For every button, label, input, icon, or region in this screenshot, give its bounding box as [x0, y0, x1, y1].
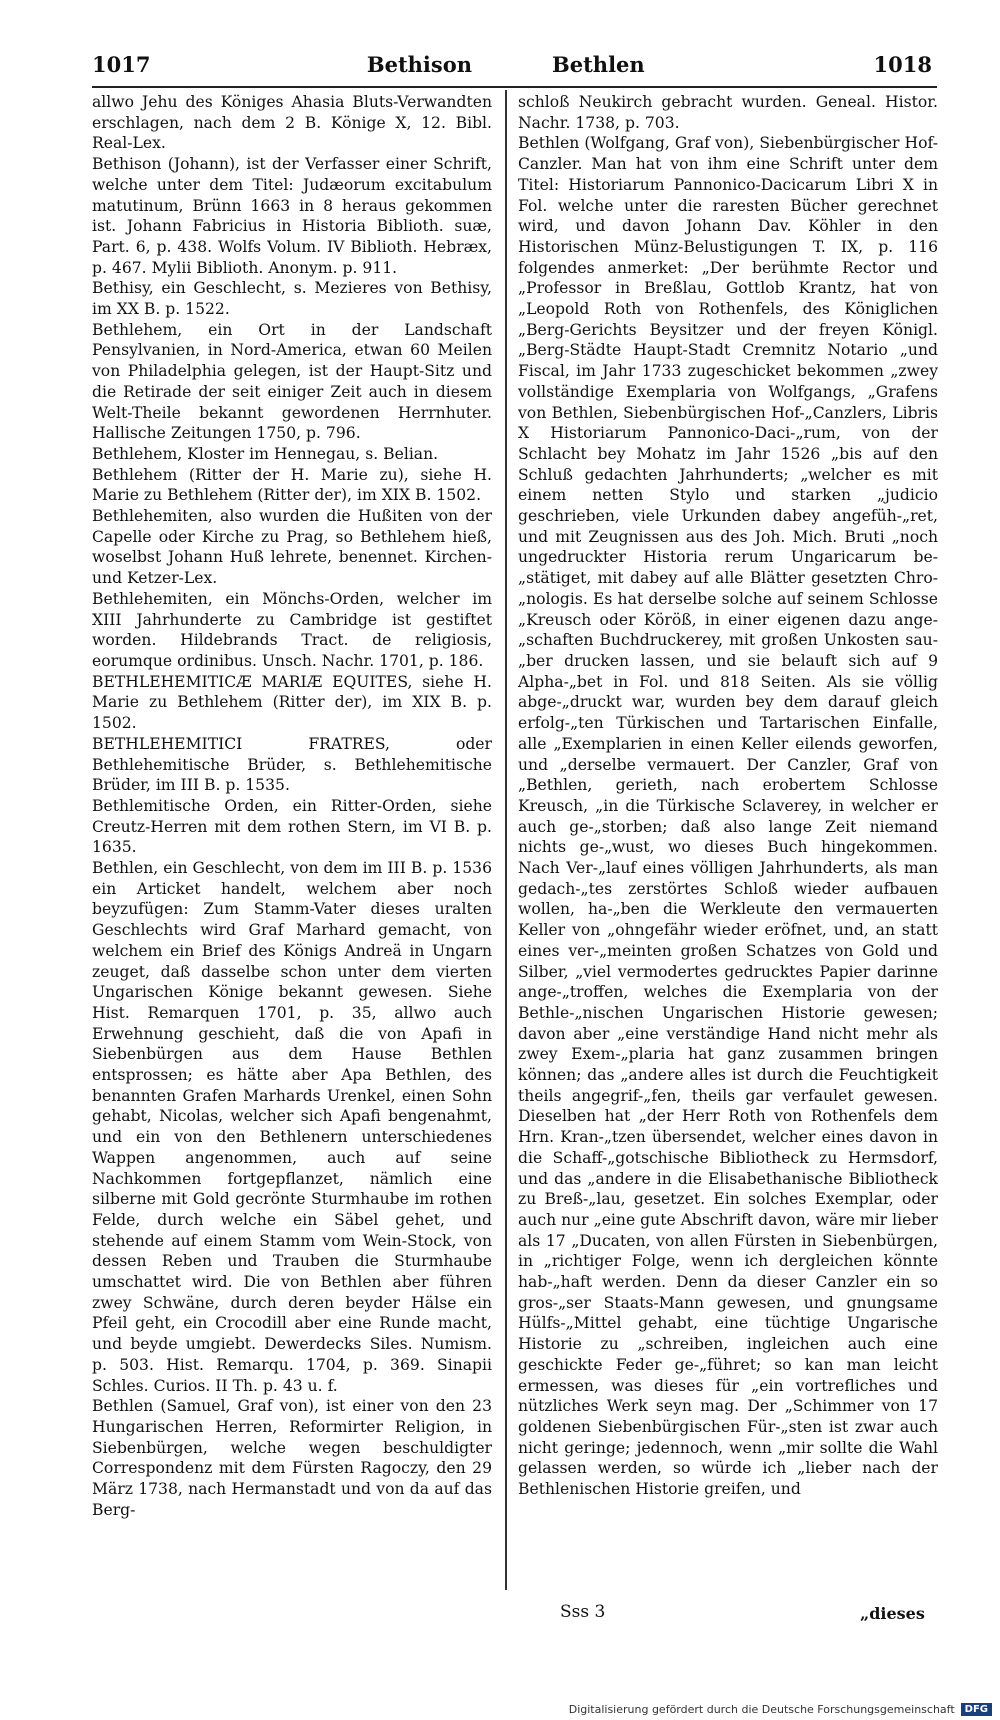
catchword: „dieses	[860, 1604, 925, 1623]
entry-paragraph: Bethison (Johann), ist der Verfasser einer Schrift, welche unter dem Titel: Judæorum excitabulum matutinum, Brünn 1663 in 8 heraus gekommen ist. Johann Fabricius in Historia Biblioth. suæ, Part. 6, p. 438. Wolfs Volum. IV Biblioth. Hebræx, p. 467. Mylii Biblioth. Anonym. p. 911.	[92, 155, 492, 277]
entry-paragraph: Bethlen, ein Geschlecht, von dem im III B. p. 1536 ein Articket handelt, welchem aber noch beyzufügen: Zum Stamm-Vater dieses uralten Geschlechts wird Graf Marhard gemacht, von welchem ein Brief des Königs Andreä in Ungarn zeuget, daß dasselbe schon unter dem vierten Ungarischen Könige bekannt gewesen. Siehe Hist. Remarquen 1701, p. 35, allwo auch Erwehnung geschieht, daß die von Apafi in Siebenbürgen aus dem Hause Bethlen entsprossen; es hätte aber Apa Bethlen, des benannten Grafen Marhards Urenkel, einen Sohn gehabt, Nicolas, welcher sich Apafi bengenahmt, und ein von den Bethlenern unterschiedenes Wappen angenommen, auch auf seine Nachkommen fortgepflanzet, nämlich eine silberne mit Gold gecrönte Sturmhaube im rothen Felde, durch welche ein Säbel gehet, und stehende auf einem Stamm vom Wein-Stock, von dessen Reben und Trauben die Sturmhaube umschattet wird. Die von Bethlen aber führen zwey Schwäne, durch deren beyder Hälse ein Pfeil geht, ein Crocodill aber eine Runde macht, und beyde umgiebt. Dewerdecks Siles. Numism. p. 503. Hist. Remarqu. 1704, p. 369. Sinapii Schles. Curios. II Th. p. 43 u. f.	[92, 859, 492, 1395]
signature-mark: Sss 3	[560, 1602, 606, 1622]
left-header	[92, 52, 512, 77]
entry-paragraph: BETHLEHEMITICI FRATRES, oder Bethlehemitische Brüder, s. Bethlehemitische Brüder, im III B. p. 1535.	[92, 734, 492, 795]
entry-paragraph: Bethlen (Wolfgang, Graf von), Siebenbürgischer Hof-Canzler. Man hat von ihm eine Schrift unter dem Titel: Historiarum Pannonico-Dacicarum Libri X in Fol. welche unter die raresten Bücher gerechnet wird, und davon Johann Dav. Köhler in den Historischen Münz-Belustigungen T. IX, p. 116 folgendes anmerket: „Der berühmte Rector und „Professor in Breßlau, Gottlob Krantz, hat von „Leopold Roth von Rothenfels, des Königlichen „Berg-Gerichts Beysitzer und der freyen Königl. „Berg-Städte Haupt-Stadt Cremnitz Notario „und Fiscal, im Jahr 1733 zugeschicket bekommen „zwey vollständige Exemplaria von Wolfgangs, „Grafens von Bethlen, Siebenbürgischen Hof-„Canzlers, Libris X Historiarum Pannonico-Daci-„rum, von der Schlacht bey Mohatz im Jahr 1526 „bis auf den Schluß gedachten Jahrhunderts; „welcher es mit einem netten Stylo und starken „judicio geschrieben, viele Urkunden dabey angefüh-„ret, und mit Zeugnissen aus des Joh. Mich. Bruti „noch ungedruckter Historia rerum Ungaricarum be-„stätiget, mit dabey auf alle Blätter gesetzten Chro-„nologis. Es hat derselbe solche auf seinem Schlosse „Kreusch oder Köröß, in einer eigenen dazu ange-„schaften Buchdruckerey, mit großen Unkosten sau-„ber drucken lassen, und sie belauft sich auf 9 Alpha-„bet in Fol. und 818 Seiten. Als sie völlig abge-„druckt war, wurden bey dem darauf gleich erfolg-„ten Türkischen und Tartarischen Einfalle, alle „Exemplarien in einen Keller eilends geworfen, und „derselbe vermauert. Der Canzler, Graf von „Bethlen, gerieth, nach erobertem Schlosse Kreusch, „in die Türkische Sclaverey, in welcher er auch ge-„storben; daß also lange Zeit niemand nichts ge-„wust, wo dieses Buch hingekommen. Nach Ver-„lauf eines völligen Jahrhunderts, als man gedach-„tes zerstörtes Schloß wieder aufbauen wollen, ha-„ben die Werkleute den vermauerten Keller von „ohngefähr wieder eröfnet, und, an statt eines ver-„meinten großen Schatzes von Gold und Silber, „viel vermodertes gedrucktes Papier darinne ange-„troffen, welches die Exemplaria von der Bethle-„nischen Ungarischen Historie gewesen; davon aber „eine verständige Hand nicht mehr als zwey Exem-„plaria hat ganz zusammen bringen können; das „andere alles ist durch die Feuchtigkeit theils angegrif-„fen, theils gar verfaulet gewesen. Dieselben hat „der Herr Roth von Rothenfels dem Hrn. Kran-„tzen übersendet, welcher eines davon in die Schaff-„gotschische Bibliotheck zu Hermsdorf, und das „andere in die Elisabethanische Bibliotheck zu Breß-„lau, gesetzet. Ein solches Exemplar, oder auch nur „eine gute Abschrift davon, wäre mir lieber als 17 „Ducaten, von allen Fürsten in Siebenbürgen, in „richtiger Folge, wenn ich dergleichen könnte hab-„haft werden. Denn da dieser Canzler ein so gros-„ser Staats-Mann gewesen, und gnungsame Hülfs-„Mittel gehabt, eine tüchtige Ungarische Historie zu „schreiben, ingleichen auch eine geschickte Feder ge-„führet; so kan man leicht ermessen, was dieses für „ein vortrefliches und nützliches Werk seyn mag. Der „Schimmer von 17 goldenen Siebenbürgischen Für-„sten ist zwar auch nicht geringe; jedennoch, wenn „mir sollte die Wahl gelassen werden, so würde ich „lieber nach der Bethlenischen Historie greifen, und	[518, 134, 938, 1499]
header-rule	[92, 86, 937, 88]
right-column	[518, 92, 938, 1500]
entry-paragraph: allwo Jehu des Königes Ahasia Bluts-Verwandten erschlagen, nach dem 2 B. Könige X, 12. Bibl. Real-Lex.	[92, 93, 492, 153]
digitization-credit	[569, 1703, 992, 1716]
right-page-number: 1018	[873, 52, 932, 77]
entry-paragraph: Bethlemitische Orden, ein Ritter-Orden, siehe Creutz-Herren mit dem rothen Stern, im VI B. p. 1635.	[92, 796, 492, 857]
entry-paragraph: Bethlehemiten, also wurden die Hußiten von der Capelle oder Kirche zu Prag, so Bethlehem hieß, woselbst Johann Huß lehrete, benennet. Kirchen- und Ketzer-Lex.	[92, 507, 492, 588]
entry-paragraph: Bethlehemiten, ein Mönchs-Orden, welcher im XIII Jahrhunderte zu Cambridge ist gestiftet worden. Hildebrands Tract. de religiosis, eorumque ordinibus. Unsch. Nachr. 1701, p. 186.	[92, 589, 492, 670]
dfg-logo: DFG	[961, 1703, 992, 1716]
entry-paragraph: schloß Neukirch gebracht wurden. Geneal. Histor. Nachr. 1738, p. 703.	[518, 93, 938, 132]
left-column	[92, 92, 492, 1521]
entry-paragraph: Bethlehem, ein Ort in der Landschaft Pensylvanien, in Nord-America, etwan 60 Meilen von Philadelphia gelegen, ist der Haupt-Sitz und die Retirade der seit einiger Zeit auch in diesem Welt-Theile bekannt gewordenen Herrnhuter. Hallische Zeitungen 1750, p. 796.	[92, 320, 492, 443]
right-running-title: Bethlen	[552, 52, 645, 77]
left-running-title: Bethison	[366, 52, 472, 77]
entry-paragraph: BETHLEHEMITICÆ MARIÆ EQUITES, siehe H. Marie zu Bethlehem (Ritter der), im XIX B. p. 1502.	[92, 672, 492, 733]
running-header	[92, 52, 932, 86]
credit-text: Digitalisierung gefördert durch die Deutsche Forschungsgemeinschaft	[568, 1703, 955, 1716]
right-header	[512, 52, 932, 77]
left-page-number: 1017	[92, 52, 151, 77]
entry-paragraph: Bethlehem, Kloster im Hennegau, s. Belian.	[92, 444, 439, 463]
entry-paragraph: Bethlen (Samuel, Graf von), ist einer von den 23 Hungarischen Herren, Reformirter Religion, in Siebenbürgen, welche wegen beschuldigter Correspondenz mit dem Fürsten Ragoczy, den 29 März 1738, nach Hermanstadt und von da auf das Berg-	[92, 1397, 492, 1519]
column-divider	[505, 90, 507, 1590]
entry-paragraph: Bethisy, ein Geschlecht, s. Mezieres von Bethisy, im XX B. p. 1522.	[92, 279, 492, 319]
entry-paragraph: Bethlehem (Ritter der H. Marie zu), siehe H. Marie zu Bethlehem (Ritter der), im XIX B. 1502.	[92, 465, 492, 505]
